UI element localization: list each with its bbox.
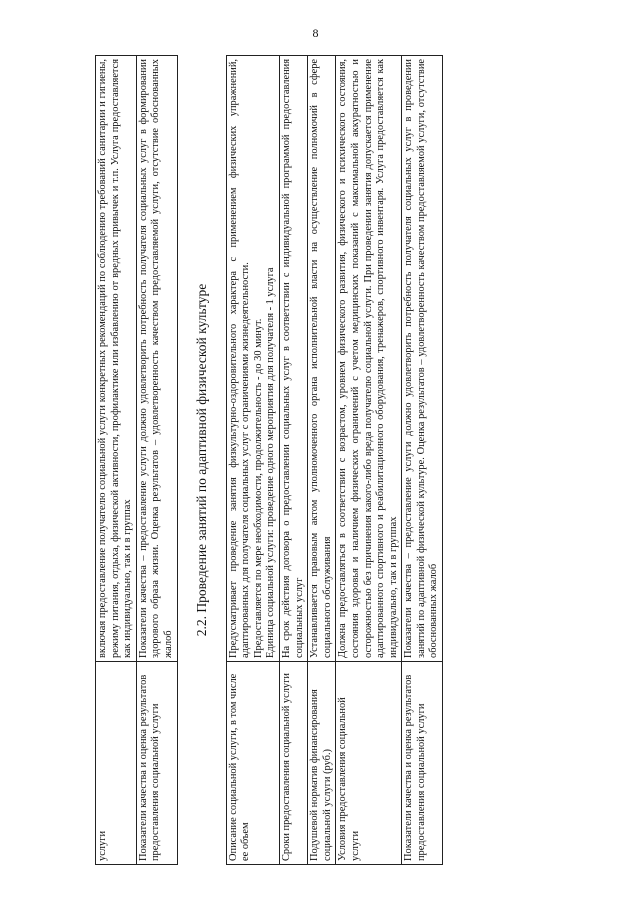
- row-text: [226, 56, 279, 662]
- text-line: На срок действия договора о предоставлении социальных услуг в соответствии с индивидуальной программой предоставления социальных услуг: [280, 59, 305, 658]
- row-text: [308, 56, 336, 662]
- table-row: [308, 56, 336, 865]
- text-line: Устанавливается правовым актом уполномоченного органа исполнительной власти на осуществление полномочий в сфере социального обслуживания: [309, 59, 333, 658]
- table-row: [136, 56, 177, 865]
- table-row: [96, 56, 137, 865]
- table-row: [336, 56, 402, 865]
- text-line: Показатели качества – предоставление услуги должно удовлетворить потребность получателя социальных услуг в проведении занятий по адаптивной физической культуре. Оценка результатов – удовлетворенность качеством предоставляемой услуги, отсутствие обоснованных жалоб: [403, 59, 440, 658]
- row-label: Описание социальной услуги, в том числе ее объем: [226, 662, 279, 865]
- page-number: 8: [312, 26, 319, 40]
- row-text: [336, 56, 402, 662]
- text-line: Предоставляется по мере необходимости, продолжительность - до 30 минут.: [252, 318, 264, 658]
- table-row: [402, 56, 443, 865]
- row-text: [279, 56, 307, 662]
- row-text: Показатели качества – предоставление услуги должно удовлетворить потребность получателя социальных услуг в формировании здорового образа жизни. Оценка результатов – удовлетворенность качеством предоставляемой услуги, отсутствие обоснованных жалоб: [136, 56, 177, 662]
- table-adaptive-physical-culture: [226, 55, 444, 865]
- row-label: Подушевой норматив финансирования социальной услуги (руб.): [308, 662, 336, 865]
- row-label: Сроки предоставления социальной услуги: [279, 662, 307, 865]
- text-line: Предусматривает проведение занятия физкультурно-оздоровительного характера с применением физических упражнений, адаптированных для получателя социальных услуг с ограничениями жизнедеятельности.: [227, 59, 252, 658]
- section-title: 2.2. Проведение занятий по адаптивной физической культуре: [193, 283, 209, 637]
- text-line: Должна предоставляться в соответствии с возрастом, уровнем физического развития, физического и психического состояния, состояния здоровья и наличием физических ограничений с учетом медицинских показаний с максимальной аккуратностью и осторожностью без причинения какого-либо вреда получателю социальной услуги. При проведении занятия допускается применение адаптированного спортивного и реабилитационного оборудования, тренажеров, спортивного инвентаря. Услуга предоставляется как индивидуально, так и в группах: [337, 59, 399, 658]
- row-label: Показатели качества и оценка результатов предоставления социальной услуги: [136, 662, 177, 865]
- row-text: включая предоставление получателю социальной услуги конкретных рекомендаций по соблюдению требований санитарии и гигиены, режиму питания, отдыха, физической активности, профилактике или избавлению от вредных привычек и т.п. Услуга предоставляется как индивидуально, так и в группах: [96, 56, 137, 662]
- table-health-lifestyle: [95, 55, 178, 865]
- row-text: [402, 56, 443, 662]
- text-line: Единица социальной услуги: проведение одного мероприятия для получателя - 1 услуга: [265, 267, 277, 658]
- row-label: Показатели качества и оценка результатов предоставления социальной услуги: [402, 662, 443, 865]
- table-row: [279, 56, 307, 865]
- row-label: Условия предоставления социальной услуги: [336, 662, 402, 865]
- rotated-content: [95, 55, 535, 865]
- table-row: [226, 56, 279, 865]
- row-label: услуги: [96, 662, 137, 865]
